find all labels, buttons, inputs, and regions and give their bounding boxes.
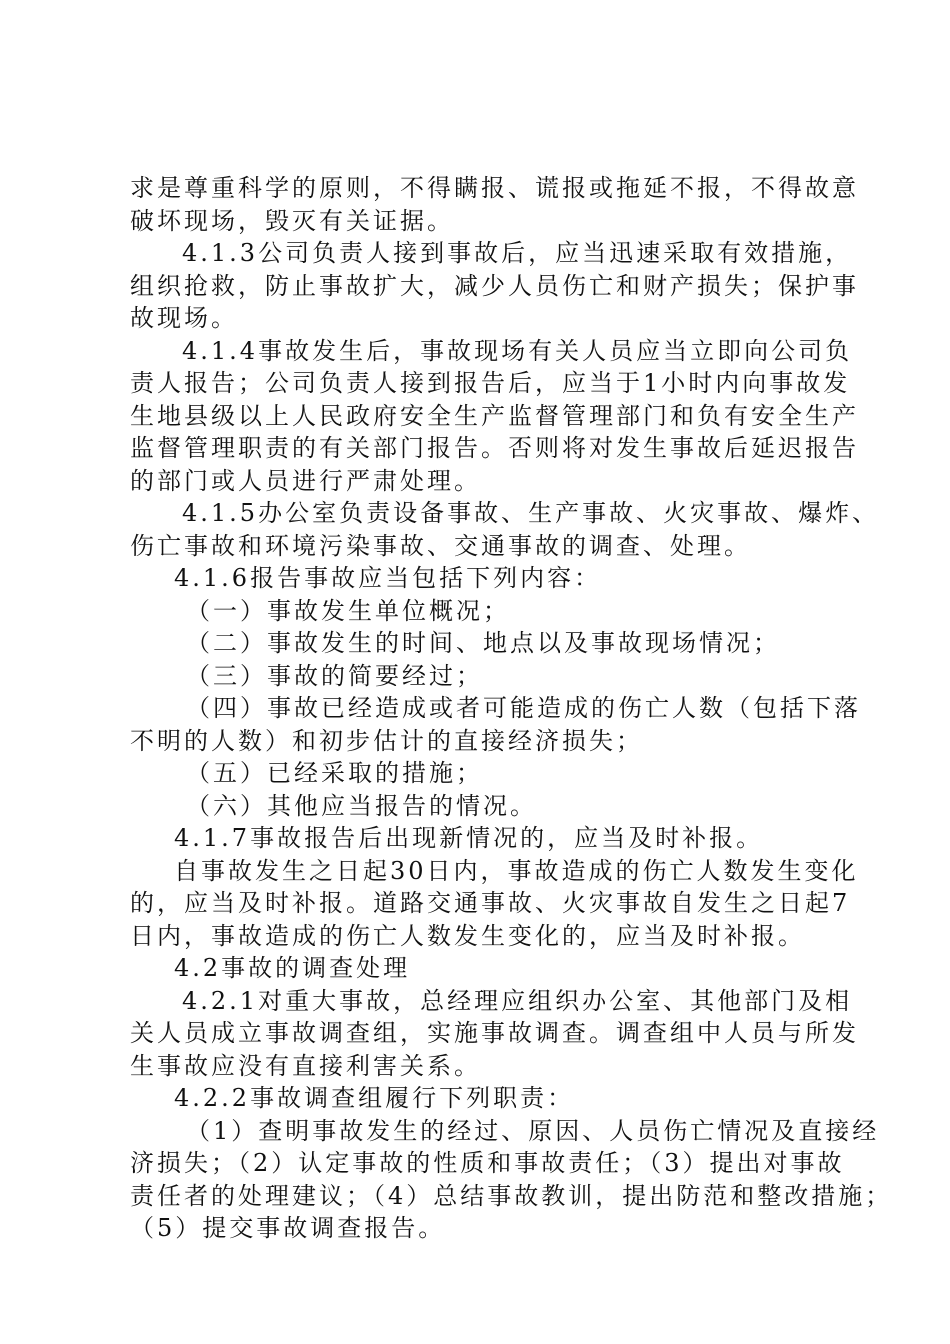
text-line: 责任者的处理建议；（4）总结事故教训，提出防范和整改措施；: [130, 1181, 893, 1210]
text-line: 生地县级以上人民政府安全生产监督管理部门和负有安全生产: [130, 401, 859, 430]
text-line: 故现场。: [130, 304, 238, 332]
text-line: 不明的人数）和初步估计的直接经济损失；: [130, 726, 643, 755]
list-item: （五）已经采取的措施；: [186, 759, 483, 787]
list-item: （二）事故发生的时间、地点以及事故现场情况；: [186, 629, 780, 657]
section-4-2-2: 4.2.2事故调查组履行下列职责：: [174, 1084, 575, 1112]
text-line: 关人员成立事故调查组，实施事故调查。调查组中人员与所发: [130, 1019, 859, 1047]
text-line: 责人报告；公司负责人接到报告后，应当于1小时内向事故发: [130, 369, 851, 397]
list-item: （四）事故已经造成或者可能造成的伤亡人数（包括下落: [186, 694, 861, 722]
text-line: 的部门或人员进行严肃处理。: [130, 466, 481, 495]
list-item: （一）事故发生单位概况；: [186, 596, 510, 625]
text-line: 生事故应没有直接利害关系。: [130, 1051, 481, 1080]
text-line: 济损失；（2）认定事故的性质和事故责任；（3）提出对事故: [130, 1149, 845, 1177]
section-4-2-1: 4.2.1对重大事故，总经理应组织办公室、其他部门及相: [182, 986, 853, 1015]
text-line: 日内，事故造成的伤亡人数发生变化的，应当及时补报。: [130, 921, 805, 950]
section-4-1-4: 4.1.4事故发生后，事故现场有关人员应当立即向公司负: [182, 336, 853, 365]
section-heading-4-2: 4.2事故的调查处理: [174, 954, 411, 982]
text-line: （5）提交事故调查报告。: [130, 1214, 446, 1242]
list-item: （1）查明事故发生的经过、原因、人员伤亡情况及直接经: [186, 1116, 880, 1145]
text-line: 监督管理职责的有关部门报告。否则将对发生事故后延迟报告: [130, 434, 859, 462]
section-4-1-3: 4.1.3公司负责人接到事故后，应当迅速采取有效措施，: [182, 239, 853, 267]
text-line: 求是尊重科学的原则，不得瞒报、谎报或拖延不报，不得故意: [130, 174, 859, 202]
text-line: 的，应当及时补报。道路交通事故、火灾事故自发生之日起7: [130, 889, 851, 917]
text-line: 组织抢救，防止事故扩大，减少人员伤亡和财产损失；保护事: [130, 271, 859, 300]
section-4-1-7: 4.1.7事故报告后出现新情况的，应当及时补报。: [174, 824, 764, 852]
list-item: （六）其他应当报告的情况。: [186, 791, 537, 820]
list-item: （三）事故的简要经过；: [186, 661, 483, 690]
text-line: 破坏现场，毁灭有关证据。: [130, 206, 454, 235]
section-4-1-5: 4.1.5办公室负责设备事故、生产事故、火灾事故、爆炸、: [182, 499, 880, 527]
text-line: 伤亡事故和环境污染事故、交通事故的调查、处理。: [130, 531, 751, 560]
text-line: 自事故发生之日起30日内，事故造成的伤亡人数发生变化: [174, 856, 859, 885]
section-4-1-6: 4.1.6报告事故应当包括下列内容：: [174, 564, 602, 592]
document-body: [130, 172, 893, 1245]
